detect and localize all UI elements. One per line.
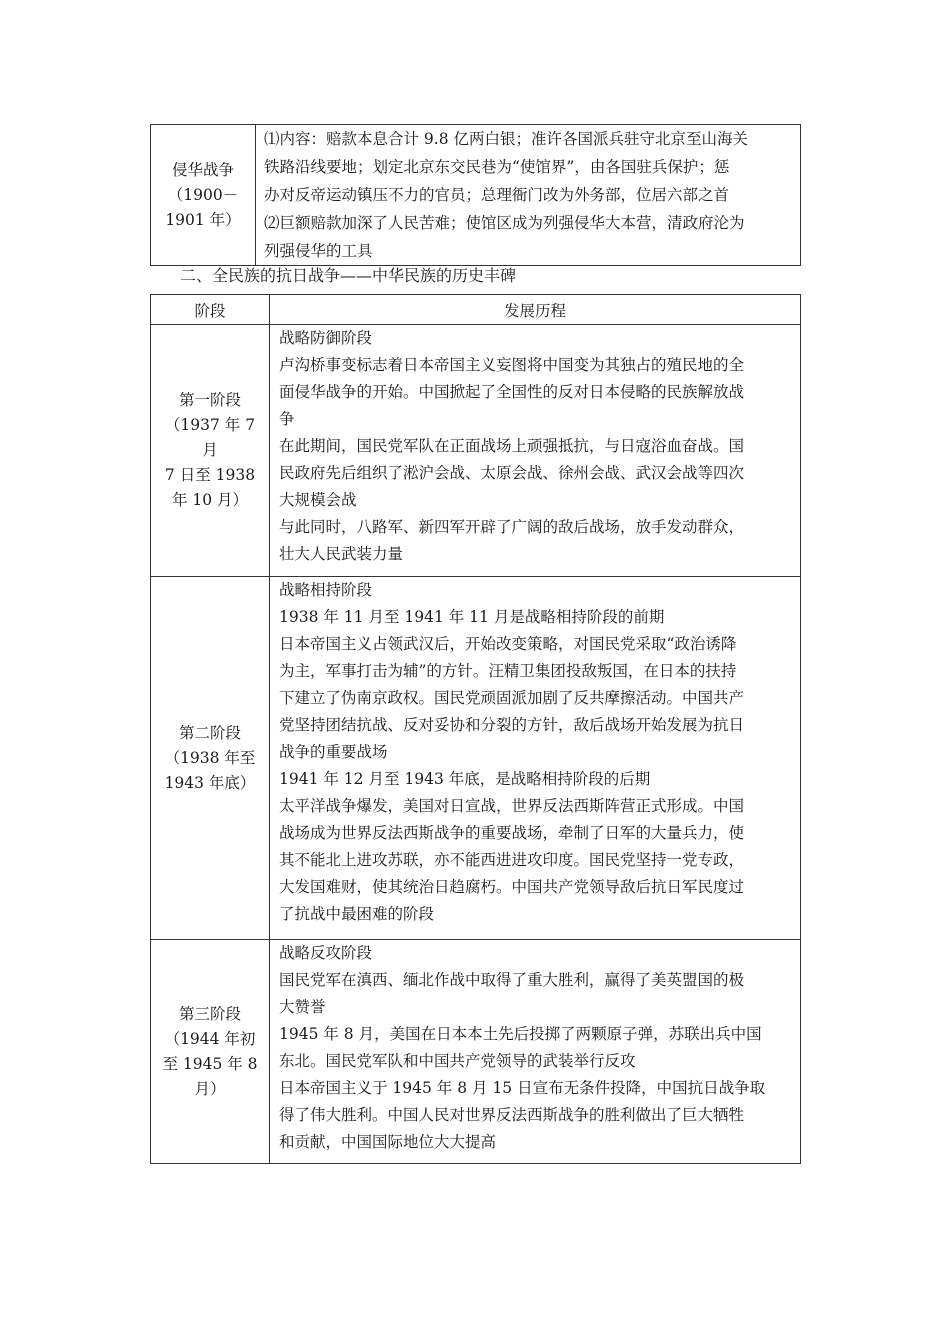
header-stage: 阶段 <box>151 295 270 325</box>
event-name-cell <box>151 125 256 266</box>
event-content-cell <box>256 125 801 266</box>
content-line: 面侵华战争的开始。中国掀起了全国性的反对日本侵略的民族解放战 <box>279 383 745 401</box>
stage-cell <box>151 940 270 1164</box>
stage-cell <box>151 325 270 577</box>
content-line: 日本帝国主义占领武汉后，开始改变策略，对国民党采取“政治诱降 <box>279 635 737 653</box>
section-heading: 二、全民族的抗日战争——中华民族的历史丰碑 <box>180 266 517 285</box>
content-line: 其不能北上进攻苏联，亦不能西进进攻印度。国民党坚持一党专政， <box>279 851 745 869</box>
content-line: 列强侵华的工具 <box>264 242 373 260</box>
content-line: 铁路沿线要地；划定北京东交民巷为“使馆界”，由各国驻兵保护；惩 <box>264 158 730 176</box>
content-line: 下建立了伪南京政权。国民党顽固派加剧了反共摩擦活动。中国共产 <box>279 689 745 707</box>
content-line: 1938 年 11 月至 1941 年 11 月是战略相持阶段的前期 <box>279 608 665 626</box>
content-line: 在此期间，国民党军队在正面战场上顽强抵抗，与日寇浴血奋战。国 <box>279 437 745 455</box>
content-line: 壮大人民武装力量 <box>279 545 404 563</box>
table-row <box>151 577 801 940</box>
cell-line: 第三阶段 <box>178 1004 241 1023</box>
content-line: 战争的重要战场 <box>279 743 388 761</box>
content-line: 为主，军事打击为辅”的方针。汪精卫集团投敌叛国，在日本的扶持 <box>279 662 737 680</box>
content-line: 得了伟大胜利。中国人民对世界反法西斯战争的胜利做出了巨大牺牲 <box>279 1106 745 1124</box>
table-row <box>151 325 801 577</box>
table-row <box>151 940 801 1164</box>
process-cell <box>270 325 801 577</box>
process-cell <box>270 940 801 1164</box>
content-line: 国民党军在滇西、缅北作战中取得了重大胜利，赢得了美英盟国的极 <box>279 971 745 989</box>
cell-line: （1937 年 7 月 <box>164 416 256 459</box>
boxer-treaty-table <box>150 124 801 266</box>
content-line: 卢沟桥事变标志着日本帝国主义妄图将中国变为其独占的殖民地的全 <box>279 356 745 374</box>
content-line: 1941 年 12 月至 1943 年底，是战略相持阶段的后期 <box>279 770 651 788</box>
cell-line: 1901 年） <box>165 210 241 229</box>
cell-line: 月） <box>194 1079 226 1098</box>
content-line: 大发国难财，使其统治日趋腐朽。中国共产党领导敌后抗日军民度过 <box>279 878 745 896</box>
cell-line: 7 日至 1938 <box>164 466 256 484</box>
content-line: 了抗战中最困难的阶段 <box>279 905 435 923</box>
cell-line: 第一阶段 <box>178 391 241 409</box>
content-line: 战略反攻阶段 <box>279 944 373 962</box>
cell-line: （1900－ <box>167 185 239 204</box>
content-line: 大规模会战 <box>279 491 357 509</box>
content-line: 和贡献，中国国际地位大大提高 <box>279 1133 497 1151</box>
cell-line: （1944 年初 <box>164 1029 256 1048</box>
stage-cell <box>151 577 270 940</box>
content-line: 东北。国民党军队和中国共产党领导的武装举行反攻 <box>279 1052 636 1070</box>
content-line: 办对反帝运动镇压不力的官员；总理衙门改为外务部，位居六部之首 <box>264 186 730 204</box>
cell-line: （1938 年至 <box>164 748 256 767</box>
cell-line: 侵华战争 <box>171 160 234 179</box>
process-cell <box>270 577 801 940</box>
content-line: 战略相持阶段 <box>279 581 373 599</box>
content-line: 1945 年 8 月，美国在日本本土先后投掷了两颗原子弹，苏联出兵中国 <box>279 1025 762 1043</box>
content-line: 民政府先后组织了淞沪会战、太原会战、徐州会战、武汉会战等四次 <box>279 464 745 482</box>
content-line: 大赞誉 <box>279 998 326 1016</box>
cell-line: 年 10 月） <box>171 491 249 509</box>
header-process: 发展历程 <box>270 295 801 325</box>
content-line: 战略防御阶段 <box>279 329 373 347</box>
cell-line: 1943 年底） <box>164 773 256 792</box>
content-line: 争 <box>279 410 295 428</box>
cell-line: 第二阶段 <box>178 723 241 742</box>
content-line: ⑵巨额赔款加深了人民苦难；使馆区成为列强侵华大本营，清政府沦为 <box>264 214 745 232</box>
content-line: 战场成为世界反法西斯战争的重要战场，牵制了日军的大量兵力，使 <box>279 824 745 842</box>
content-line: 党坚持团结抗战、反对妥协和分裂的方针，敌后战场开始发展为抗日 <box>279 716 745 734</box>
content-line: 与此同时，八路军、新四军开辟了广阔的敌后战场，放手发动群众， <box>279 518 745 536</box>
content-line: 日本帝国主义于 1945 年 8 月 15 日宣布无条件投降，中国抗日战争取 <box>279 1079 766 1097</box>
table-header-row <box>151 295 801 325</box>
content-line: ⑴内容：赔款本息合计 9.8 亿两白银；准许各国派兵驻守北京至山海关 <box>264 130 749 148</box>
table-row <box>151 125 801 266</box>
war-stages-table <box>150 294 801 1164</box>
content-line: 太平洋战争爆发，美国对日宣战，世界反法西斯阵营正式形成。中国 <box>279 797 745 815</box>
cell-line: 至 1945 年 8 <box>162 1054 258 1073</box>
